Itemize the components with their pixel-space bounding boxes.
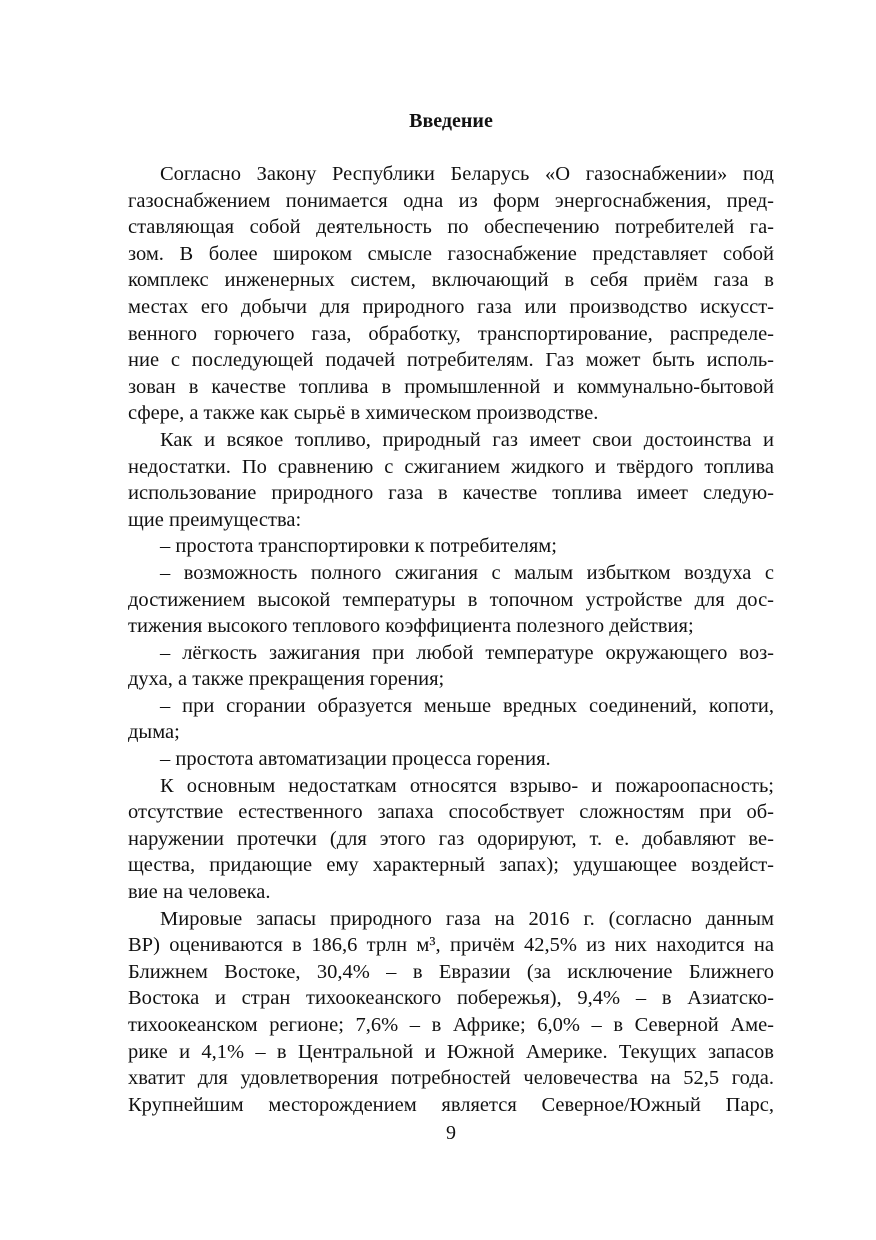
text-line: щие преимущества:: [128, 508, 302, 531]
text-line: Крупнейшим месторождением является Северное/Южный Парс,: [128, 1093, 774, 1116]
text-line: газоснабжением понимается одна из форм энергоснабжения, пред-: [128, 189, 774, 212]
text-line: – возможность полного сжигания с малым избытком воздуха с: [160, 561, 774, 584]
text-line: – лёгкость зажигания при любой температуре окружающего воз-: [160, 641, 774, 664]
text-line: К основным недостаткам относятся взрыво- и пожароопасность;: [160, 774, 774, 797]
text-line: зом. В более широком смысле газоснабжение представляет собой: [128, 242, 774, 265]
text-line: Как и всякое топливо, природный газ имеет свои достоинства и: [160, 428, 774, 451]
text-line: хватит для удовлетворения потребностей человечества на 52,5 года.: [128, 1067, 774, 1090]
text-line: рике и 4,1% – в Центральной и Южной Америке. Текущих запасов: [128, 1040, 774, 1063]
text-line: Мировые запасы природного газа на 2016 г. (согласно данным: [160, 907, 774, 930]
text-line: использование природного газа в качестве топлива имеет следую-: [128, 482, 774, 505]
section-title: Введение: [409, 110, 493, 132]
text-line: – простота автоматизации процесса горения.: [160, 748, 551, 771]
text-line: наружении протечки (для этого газ одорируют, т. е. добавляют ве-: [128, 827, 774, 850]
text-line: зован в качестве топлива в промышленной и коммунально-бытовой: [128, 375, 774, 398]
text-line: тижения высокого теплового коэффициента полезного действия;: [128, 615, 694, 638]
text-line: духа, а также прекращения горения;: [128, 668, 445, 691]
text-line: сфере, а также как сырьё в химическом производстве.: [128, 402, 599, 425]
text-line: комплекс инженерных систем, включающий в себя приём газа в: [128, 269, 774, 292]
text-line: ставляющая собой деятельность по обеспечению потребителей га-: [128, 216, 774, 239]
text-line: BP) оцениваются в 186,6 трлн м³, причём 42,5% из них находится на: [128, 934, 774, 957]
text-line: вие на человека.: [128, 881, 271, 904]
text-line: недостатки. По сравнению с сжиганием жидкого и твёрдого топлива: [128, 455, 774, 478]
text-line: отсутствие естественного запаха способствует сложностям при об-: [128, 801, 774, 824]
page-number: 9: [446, 1122, 456, 1144]
text-line: – простота транспортировки к потребителям;: [160, 535, 557, 558]
body-text: [128, 161, 774, 1118]
text-line: Ближнем Востоке, 30,4% – в Евразии (за исключение Ближнего: [128, 960, 774, 983]
text-line: дыма;: [128, 721, 180, 744]
text-line: венного горючего газа, обработку, транспортирование, распределе-: [128, 322, 774, 345]
text-line: достижением высокой температуры в топочном устройстве для дос-: [128, 588, 774, 611]
text-line: Согласно Закону Республики Беларусь «О газоснабжении» под: [160, 163, 774, 185]
text-line: – при сгорании образуется меньше вредных соединений, копоти,: [160, 694, 774, 717]
text-line: ние с последующей подачей потребителям. Газ может быть исполь-: [128, 349, 774, 372]
text-line: Востока и стран тихоокеанского побережья), 9,4% – в Азиатско-: [128, 987, 774, 1010]
text-line: тихоокеанском регионе; 7,6% – в Африке; 6,0% – в Северной Аме-: [128, 1014, 774, 1036]
text-line: местах его добычи для природного газа или производство искусст-: [128, 295, 774, 318]
text-line: щества, придающие ему характерный запах); удушающее воздейст-: [128, 854, 774, 877]
